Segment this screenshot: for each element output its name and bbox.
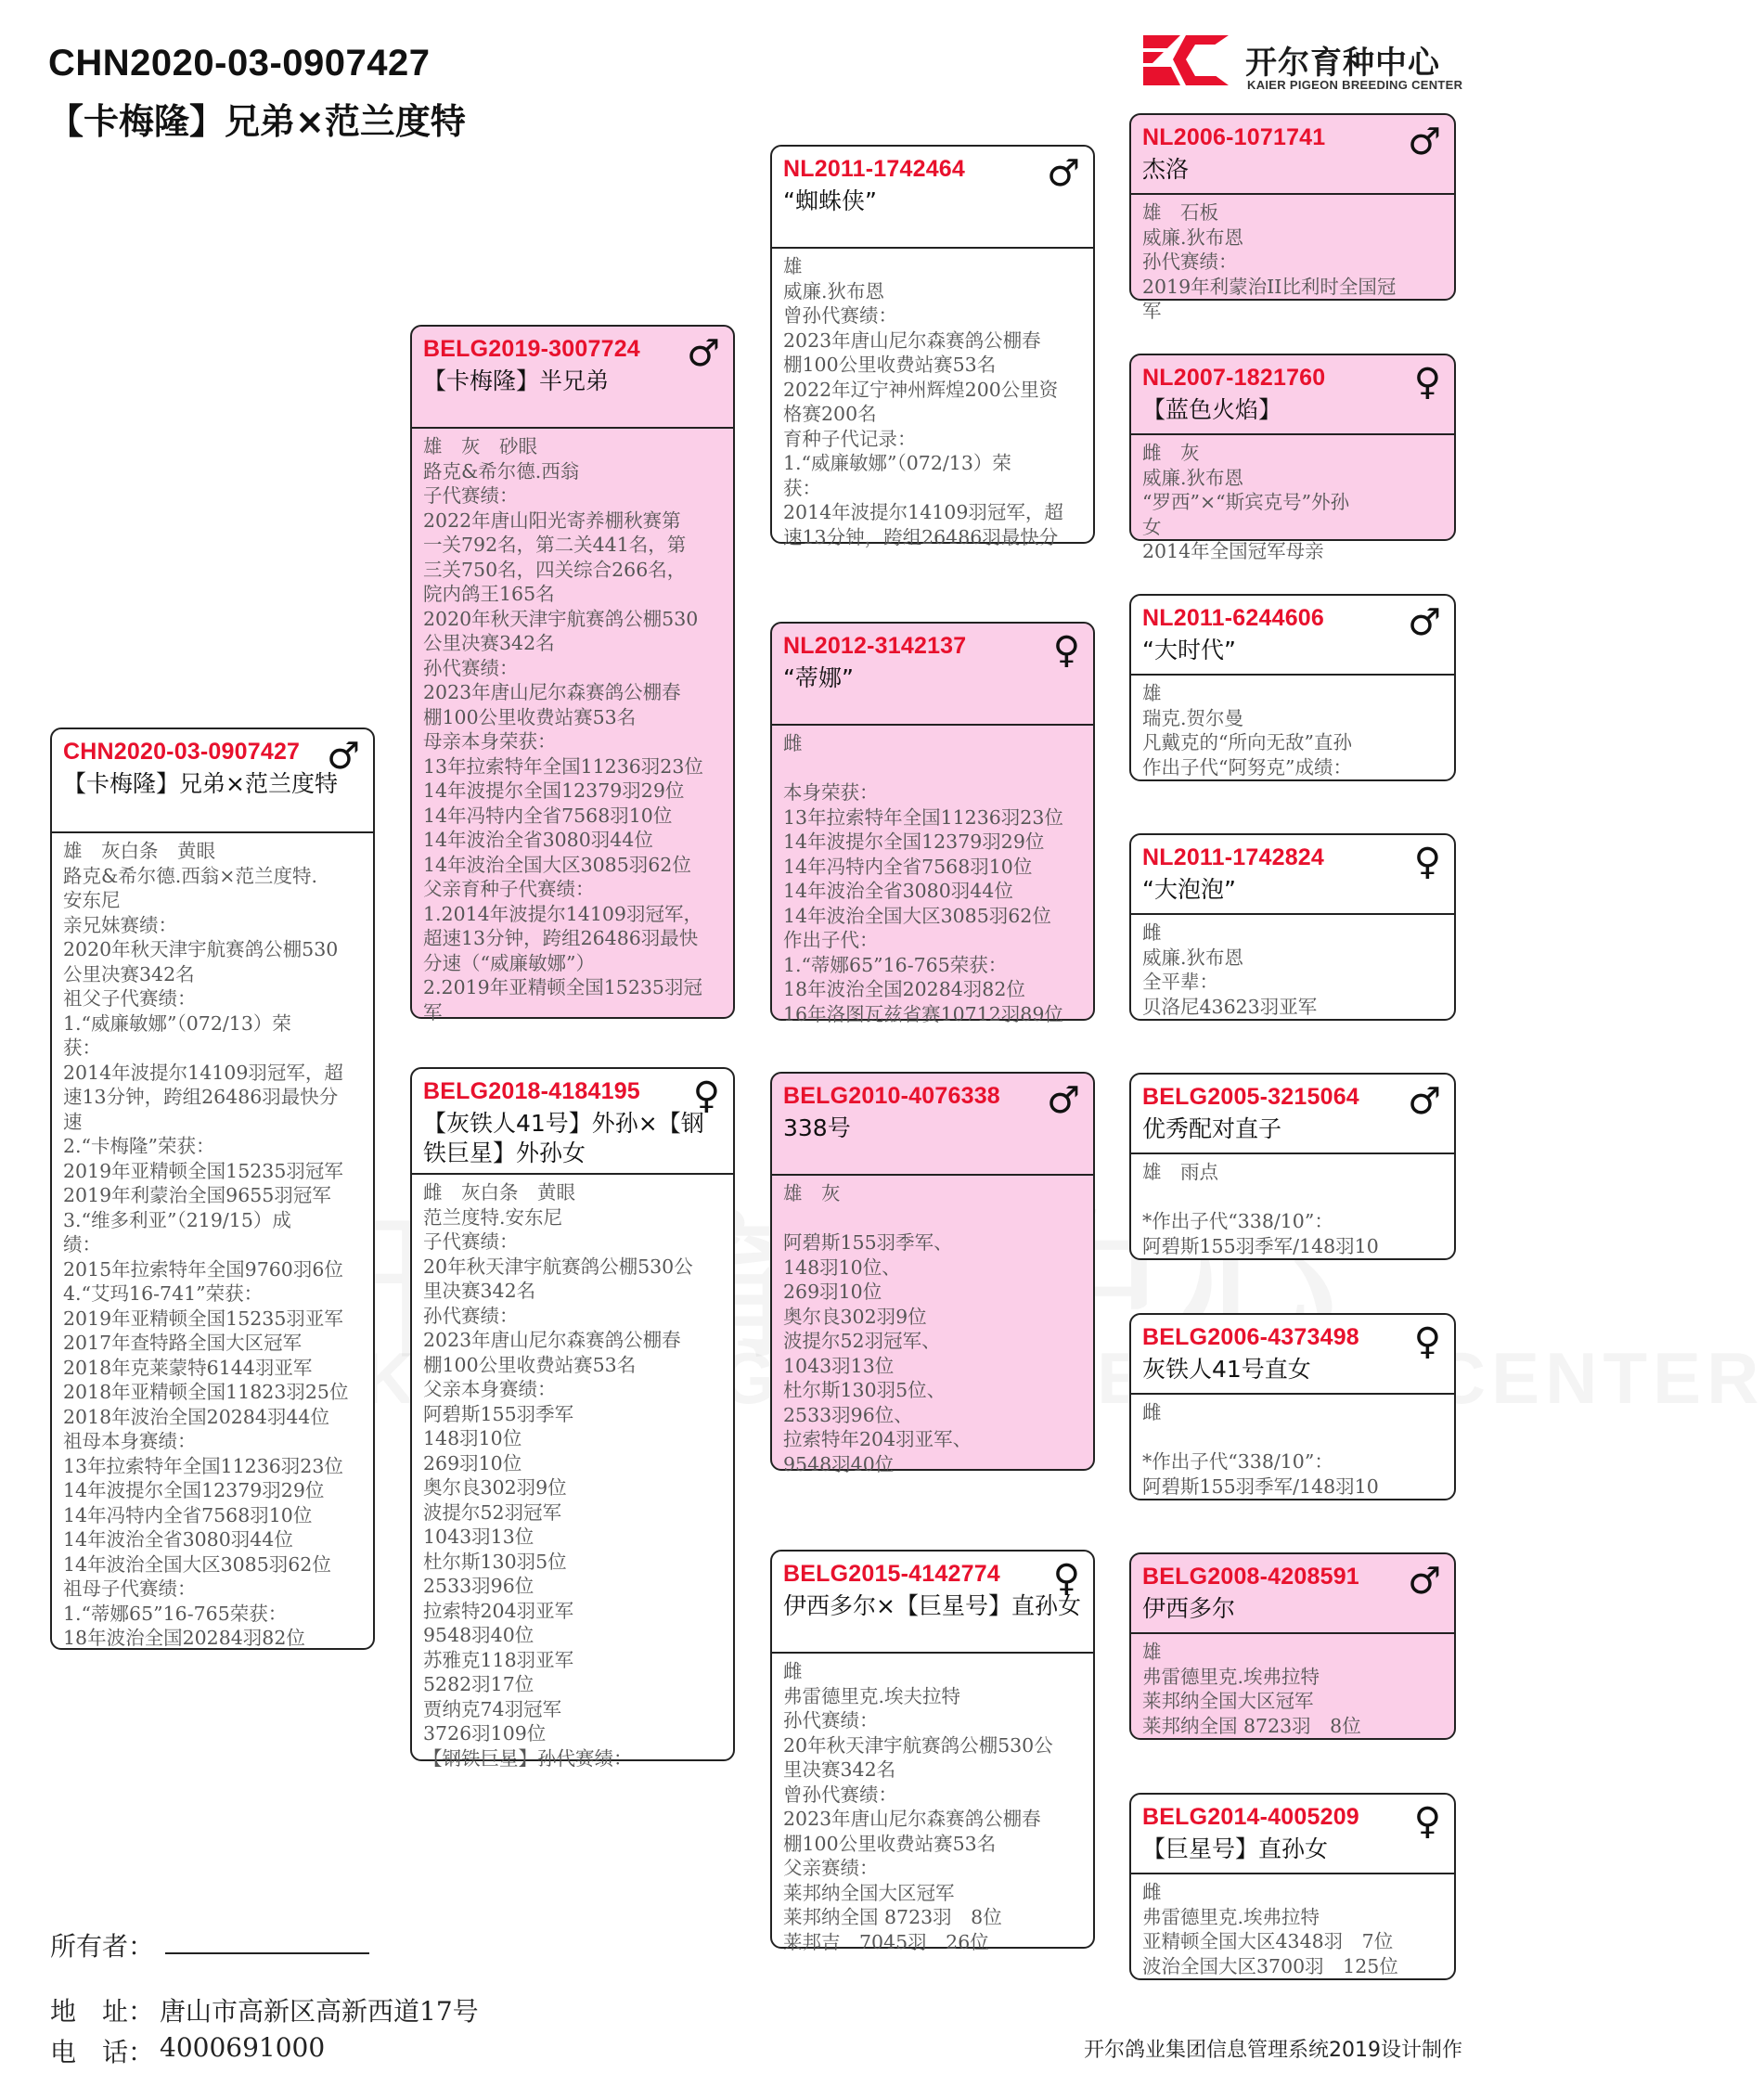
male-icon: ♂ bbox=[1408, 601, 1441, 644]
detail-line: 18年波治全国20284羽82位 bbox=[63, 1627, 305, 1649]
ring-number: NL2012-3142137 bbox=[783, 633, 967, 659]
card-details bbox=[1131, 1395, 1454, 1499]
ring-number: BELG2015-4142774 bbox=[783, 1561, 1000, 1587]
detail-line: 苏雅克118羽亚军 bbox=[423, 1648, 574, 1671]
card-dam-sire-sire[interactable] bbox=[1129, 1073, 1456, 1260]
detail-line: 作出子代： bbox=[783, 929, 879, 951]
detail-line: 路克&希尔德.西翁 bbox=[423, 459, 580, 483]
detail-line: 军 bbox=[423, 1000, 443, 1024]
detail-line: 父亲育种子代赛绩： bbox=[423, 878, 595, 900]
detail-line: 莱邦纳全国大区冠军 bbox=[1142, 1690, 1314, 1712]
detail-line: 2015年拉索特年全国9760羽6位 bbox=[63, 1257, 343, 1281]
detail-line: 雄 bbox=[783, 255, 803, 277]
detail-line: 2023年唐山尼尔森赛鸽公棚春 bbox=[423, 1329, 681, 1351]
detail-line: 曾孙代赛绩： bbox=[783, 1783, 897, 1806]
detail-line: 子代赛绩： bbox=[423, 484, 519, 507]
detail-line: 14年波治全国大区3085羽62位 bbox=[423, 853, 691, 876]
owner-label: 所有者： bbox=[50, 1931, 155, 1962]
detail-line: 祖母本身赛绩： bbox=[63, 1430, 197, 1452]
phone-label: 电 话： bbox=[50, 2037, 155, 2067]
detail-line: 2.“卡梅隆”荣获： bbox=[63, 1135, 215, 1157]
detail-line: 威廉.狄布恩 bbox=[1142, 225, 1244, 249]
detail-line: 作出子代“阿努克”成绩： bbox=[1142, 755, 1352, 779]
detail-line: 威廉.狄布恩 bbox=[1142, 946, 1244, 969]
detail-line: 1.“威廉敏娜”（072/13）荣 bbox=[783, 452, 1011, 474]
detail-line: 雄 灰 bbox=[783, 1182, 841, 1204]
detail-line: 雌 灰 bbox=[1142, 442, 1200, 464]
male-icon: ♂ bbox=[1408, 1080, 1441, 1123]
detail-line: 一关792名，第二关441名，第 bbox=[423, 534, 687, 556]
ring-number: BELG2006-4373498 bbox=[1142, 1324, 1359, 1350]
detail-line: 2533羽96位、 bbox=[783, 1403, 913, 1426]
detail-line: 棚100公里收费站赛53名 bbox=[423, 705, 637, 728]
ring-number: NL2006-1071741 bbox=[1142, 124, 1326, 150]
detail-line: 2020年秋天津宇航赛鸽公棚530 bbox=[423, 607, 699, 630]
card-dam-dam-sire[interactable] bbox=[1129, 1552, 1456, 1740]
detail-line: 269羽10位 bbox=[423, 1451, 522, 1474]
card-dam-dam-dam[interactable] bbox=[1129, 1793, 1456, 1980]
detail-line: 14年波提尔全国12379羽29位 bbox=[63, 1479, 325, 1501]
detail-line: 14年波提尔全国12379羽29位 bbox=[783, 831, 1045, 853]
address-label: 地 址： bbox=[50, 1996, 155, 2027]
detail-line: 弗雷德里克.埃弗拉特 bbox=[1142, 1665, 1320, 1688]
detail-line: 20年秋天津宇航赛鸽公棚530公 bbox=[783, 1733, 1053, 1757]
detail-line: 18年波治全国20284羽82位 bbox=[783, 978, 1025, 1000]
detail-line: 148羽10位 bbox=[423, 1427, 522, 1449]
card-sire-sire-sire[interactable] bbox=[1129, 113, 1456, 322]
detail-line: 雌 bbox=[1142, 1881, 1162, 1903]
ring-number: CHN2020-03-0907427 bbox=[63, 739, 301, 765]
detail-line: 9548羽40位 bbox=[783, 1452, 895, 1475]
detail-line: 贾纳克74羽冠军 bbox=[423, 1697, 562, 1720]
pigeon-name: 【卡梅隆】半兄弟 bbox=[423, 367, 610, 394]
detail-line: 2023年唐山尼尔森赛鸽公棚春 bbox=[783, 328, 1041, 352]
detail-line: 母亲本身荣获： bbox=[423, 730, 557, 753]
card-details bbox=[1131, 915, 1454, 1019]
pigeon-name: 伊西多尔 bbox=[1142, 1595, 1236, 1622]
detail-line: 雄 bbox=[1142, 1641, 1162, 1663]
detail-line: 波提尔52羽冠军、 bbox=[783, 1330, 941, 1352]
address-value: 唐山市高新区高新西道17号 bbox=[160, 1996, 479, 2027]
card-details bbox=[1131, 1874, 1454, 1978]
card-details bbox=[1131, 435, 1454, 564]
pigeon-name: “蒂娜” bbox=[783, 664, 854, 691]
detail-line: 棚100公里收费站赛53名 bbox=[783, 354, 997, 376]
detail-line bbox=[1142, 1425, 1445, 1450]
detail-line: 阿碧斯155羽季军 bbox=[423, 1402, 574, 1425]
detail-line: 14年冯特内全省7568羽10位 bbox=[423, 804, 673, 827]
kaier-logo bbox=[1140, 32, 1466, 97]
detail-line: 拉索特204羽亚军 bbox=[423, 1599, 574, 1622]
female-icon: ♀ bbox=[1413, 1320, 1441, 1363]
phone-value: 4000691000 bbox=[160, 2032, 326, 2063]
card-details bbox=[1131, 195, 1454, 324]
male-icon: ♂ bbox=[327, 735, 360, 778]
male-icon: ♂ bbox=[1408, 121, 1441, 163]
card-details bbox=[1131, 1154, 1454, 1258]
pigeon-name: “大时代” bbox=[1142, 637, 1236, 663]
detail-line: 阿碧斯155羽季军/148羽10 bbox=[1142, 1474, 1379, 1498]
detail-line: 里决赛342名 bbox=[783, 1758, 896, 1781]
ring-number: BELG2008-4208591 bbox=[1142, 1564, 1359, 1590]
detail-line: 孙代赛绩： bbox=[783, 1709, 879, 1732]
detail-line: 13年拉索特年全国11236羽23位 bbox=[783, 805, 1063, 829]
male-icon: ♂ bbox=[1408, 1560, 1441, 1603]
detail-line: 14年波治全国大区3085羽62位 bbox=[63, 1552, 331, 1576]
detail-line: 军 bbox=[1142, 300, 1162, 322]
male-icon: ♂ bbox=[1047, 152, 1080, 195]
detail-line: 雌 bbox=[783, 732, 803, 754]
detail-line bbox=[783, 756, 1084, 781]
detail-line: 【钢铁巨星】孙代赛绩： bbox=[423, 1746, 633, 1770]
detail-line: 孙代赛绩： bbox=[423, 656, 519, 679]
detail-line: 2014年波提尔14109羽冠军，超 bbox=[783, 501, 1063, 523]
detail-line: 弗雷德里克.埃弗拉特 bbox=[1142, 1905, 1320, 1928]
pigeon-name: 优秀配对直子 bbox=[1142, 1115, 1282, 1142]
detail-line: 波治全国大区3700羽 125位 bbox=[1142, 1954, 1398, 1977]
detail-line: 2018年克莱蒙特6144羽亚军 bbox=[63, 1356, 313, 1379]
detail-line: 速13分钟，跨组26486羽最快分 bbox=[63, 1086, 339, 1108]
card-dam-sire-dam[interactable] bbox=[1129, 1313, 1456, 1500]
pigeon-name: 杰洛 bbox=[1142, 156, 1190, 183]
detail-line: 速13分钟，跨组26486羽最快分 bbox=[783, 525, 1059, 548]
detail-line: 雌 bbox=[783, 1660, 803, 1682]
detail-line: 绩： bbox=[63, 1233, 101, 1256]
detail-line: 凡戴克的“所向无敌”直孙 bbox=[1142, 731, 1352, 753]
detail-line: 弗雷德里克.埃夫拉特 bbox=[783, 1684, 961, 1707]
detail-line: 孙代赛绩： bbox=[423, 1304, 519, 1327]
detail-line: 2019年利蒙治II比利时全国冠 bbox=[1142, 275, 1397, 298]
pigeon-name: 【卡梅隆】兄弟×范兰度特 bbox=[63, 770, 338, 797]
detail-line: 2023年唐山尼尔森赛鸽公棚春 bbox=[783, 1808, 1041, 1830]
detail-line: 父亲本身赛绩： bbox=[423, 1378, 557, 1400]
card-subject[interactable] bbox=[50, 728, 375, 1650]
detail-line: 2019年亚精顿全国15235羽亚军 bbox=[63, 1307, 343, 1330]
detail-line: 1.“蒂娜65”16-765荣获： bbox=[783, 953, 1008, 976]
detail-line: 13年拉索特年全国11236羽23位 bbox=[63, 1454, 343, 1477]
detail-line: 2019年利蒙治全国9655羽冠军 bbox=[63, 1184, 331, 1206]
card-details bbox=[412, 1175, 733, 1771]
ring-number: BELG2005-3215064 bbox=[1142, 1084, 1359, 1110]
detail-line: 14年波治全国大区3085羽62位 bbox=[783, 904, 1051, 927]
male-icon: ♂ bbox=[687, 332, 720, 375]
detail-line: 孙代赛绩： bbox=[1142, 251, 1238, 273]
detail-line bbox=[1142, 1185, 1445, 1210]
detail-line: 2014年全国冠军母亲 bbox=[1142, 540, 1324, 562]
detail-line: 14年波治全省3080羽44位 bbox=[423, 829, 653, 851]
pigeon-name: 【蓝色火焰】 bbox=[1142, 396, 1282, 423]
detail-line: 杜尔斯130羽5位 bbox=[423, 1550, 567, 1573]
detail-line: 获： bbox=[783, 476, 821, 499]
pigeon-name: 灰铁人41号直女 bbox=[1142, 1356, 1311, 1383]
detail-line: 奥尔良302羽9位 bbox=[423, 1476, 567, 1499]
card-sire-sire-dam[interactable] bbox=[1129, 354, 1456, 562]
ring-number: BELG2010-4076338 bbox=[783, 1083, 1000, 1109]
detail-line: 获： bbox=[63, 1037, 101, 1059]
pigeon-name: 伊西多尔×【巨星号】直孙女 bbox=[783, 1592, 1081, 1619]
detail-line: 安东尼 bbox=[63, 889, 121, 911]
male-icon: ♂ bbox=[1047, 1079, 1080, 1122]
detail-line: 2017年查特路全国大区冠军 bbox=[63, 1332, 303, 1354]
detail-line: 杜尔斯130羽5位、 bbox=[783, 1379, 946, 1401]
pigeon-name: “大泡泡” bbox=[1142, 876, 1236, 903]
pigeon-name: “蜘蛛侠” bbox=[783, 187, 877, 214]
detail-line: 莱邦纳全国大区冠军 bbox=[783, 1881, 955, 1904]
logo-name-en: KAIER PIGEON BREEDING CENTER bbox=[1247, 78, 1463, 92]
detail-line: 格赛200名 bbox=[783, 403, 877, 425]
ring-number: BELG2014-4005209 bbox=[1142, 1804, 1359, 1830]
detail-line: 14年波治全省3080羽44位 bbox=[783, 880, 1013, 902]
detail-line: 棚100公里收费站赛53名 bbox=[423, 1353, 637, 1376]
detail-line: 贝洛尼43623羽亚军 bbox=[1142, 995, 1318, 1018]
logo-name-cn: 开尔育种中心 bbox=[1245, 45, 1440, 82]
detail-line bbox=[783, 1206, 1084, 1231]
detail-line: 雌 bbox=[1142, 1401, 1162, 1423]
detail-line: 14年冯特内全省7568羽10位 bbox=[63, 1503, 313, 1526]
detail-line: 莱邦纳全国 8723羽 8位 bbox=[783, 1906, 1002, 1928]
detail-line: 院内鸽王165名 bbox=[423, 583, 555, 605]
detail-line: 14年波提尔全国12379羽29位 bbox=[423, 779, 685, 802]
detail-line: 祖父子代赛绩： bbox=[63, 987, 197, 1010]
pigeon-name: 【灰铁人41号】外孙×【钢铁巨星】外孙女 bbox=[423, 1110, 704, 1166]
detail-line: 1.“威廉敏娜”（072/13）荣 bbox=[63, 1011, 291, 1035]
detail-line: 1.2014年波提尔14109羽冠军， bbox=[423, 902, 702, 925]
detail-line: 148羽10位、 bbox=[783, 1256, 901, 1279]
detail-line: 父亲赛绩： bbox=[783, 1857, 879, 1879]
card-details bbox=[772, 1176, 1093, 1476]
detail-line: 2020年秋天津宇航赛鸽公棚530 bbox=[63, 938, 339, 960]
pigeon-name: 【巨星号】直孙女 bbox=[1142, 1835, 1329, 1862]
card-dam-sire[interactable] bbox=[770, 1072, 1095, 1475]
detail-line: *作出子代“338/10”： bbox=[1142, 1210, 1333, 1232]
card-details bbox=[772, 726, 1093, 1026]
detail-line: 2023年唐山尼尔森赛鸽公棚春 bbox=[423, 681, 681, 703]
detail-line: 2.2019年亚精顿全国15235羽冠 bbox=[423, 976, 702, 998]
detail-line: 16年洛图瓦兹省赛10712羽89位 bbox=[783, 1002, 1063, 1025]
detail-line: 公里决赛342名 bbox=[423, 632, 555, 654]
detail-line: 莱邦纳全国 8723羽 8位 bbox=[1142, 1714, 1361, 1737]
detail-line: 3.“维多利亚”（219/15）成 bbox=[63, 1208, 291, 1231]
female-icon: ♀ bbox=[1052, 1557, 1080, 1600]
detail-line: 雌 bbox=[1142, 921, 1162, 944]
card-details bbox=[772, 249, 1093, 549]
detail-line: 亲兄妹赛绩： bbox=[63, 913, 177, 936]
detail-line: 祖母子代赛绩： bbox=[63, 1577, 197, 1600]
detail-line: 威廉.狄布恩 bbox=[1142, 466, 1244, 489]
detail-line: 路克&希尔德.西翁×范兰度特. bbox=[63, 864, 317, 887]
detail-line: 阿碧斯155羽季军、 bbox=[783, 1231, 953, 1254]
card-dam[interactable] bbox=[410, 1067, 735, 1770]
detail-line: 269羽10位 bbox=[783, 1281, 882, 1303]
detail-line: 20年秋天津宇航赛鸽公棚530公 bbox=[423, 1255, 693, 1278]
detail-line: 棚100公里收费站赛53名 bbox=[783, 1832, 997, 1855]
detail-line: 2019年亚精顿全国15235羽冠军 bbox=[63, 1159, 343, 1182]
owner-input-line[interactable] bbox=[165, 1952, 369, 1954]
ring-number: NL2011-1742464 bbox=[783, 156, 966, 182]
card-details bbox=[772, 1654, 1093, 1954]
detail-line: 阿碧斯155羽季军/148羽10 bbox=[1142, 1234, 1379, 1257]
detail-line: 雄 雨点 bbox=[1142, 1161, 1218, 1183]
card-details bbox=[52, 833, 373, 1651]
detail-line: 13年拉索特年全国11236羽23位 bbox=[423, 754, 703, 778]
detail-line: *作出子代“338/10”： bbox=[1142, 1450, 1333, 1473]
detail-line: 瑞克.贺尔曼 bbox=[1142, 706, 1244, 729]
detail-line: 1.“蒂娜65”16-765荣获： bbox=[63, 1602, 288, 1625]
detail-line: 超速13分钟，跨组26486羽最快 bbox=[423, 927, 699, 949]
ring-number: NL2011-6244606 bbox=[1142, 605, 1325, 631]
detail-line: 本身荣获： bbox=[783, 781, 879, 804]
detail-line: 威廉.狄布恩 bbox=[783, 279, 885, 303]
ring-number: BELG2018-4184195 bbox=[423, 1078, 640, 1104]
detail-line: 亚精顿全国大区4348羽 7位 bbox=[1142, 1930, 1394, 1952]
detail-line: 14年冯特内全省7568羽10位 bbox=[783, 855, 1033, 878]
card-sire[interactable] bbox=[410, 325, 735, 1024]
detail-line: 14年波治全省3080羽44位 bbox=[63, 1528, 293, 1551]
detail-line: 1043羽13位 bbox=[783, 1354, 895, 1377]
card-details bbox=[1131, 676, 1454, 779]
detail-line: 5282羽17位 bbox=[423, 1673, 534, 1695]
detail-line: 2014年波提尔14109羽冠军，超 bbox=[63, 1061, 343, 1084]
detail-line: 雄 bbox=[1142, 682, 1162, 704]
detail-line: 里决赛342名 bbox=[423, 1280, 536, 1302]
card-details bbox=[1131, 1634, 1454, 1738]
card-sire-dam[interactable] bbox=[770, 622, 1095, 1025]
detail-line: 女 bbox=[1142, 515, 1162, 538]
detail-line: 三关750名，四关综合266名， bbox=[423, 558, 687, 581]
detail-line: 雄 灰白条 黄眼 bbox=[63, 840, 215, 862]
detail-line: 3726羽109位 bbox=[423, 1722, 547, 1745]
detail-line: 雌 灰白条 黄眼 bbox=[423, 1181, 575, 1204]
card-sire-dam-dam[interactable] bbox=[1129, 833, 1456, 1021]
ring-number: NL2011-1742824 bbox=[1142, 844, 1325, 870]
card-sire-dam-sire[interactable] bbox=[1129, 594, 1456, 781]
detail-line: 2022年唐山阳光寄养棚秋赛第 bbox=[423, 509, 681, 532]
card-sire-sire[interactable] bbox=[770, 145, 1095, 548]
female-icon: ♀ bbox=[1413, 361, 1441, 404]
detail-line: “罗西”×“斯宾克号”外孙 bbox=[1142, 491, 1350, 513]
female-icon: ♀ bbox=[692, 1075, 720, 1117]
detail-line: 速 bbox=[63, 1110, 83, 1133]
detail-line: 1043羽13位 bbox=[423, 1526, 534, 1548]
detail-line: 分速（“威廉敏娜”） bbox=[423, 951, 595, 974]
detail-line: 2533羽96位 bbox=[423, 1575, 534, 1597]
detail-line: 公里决赛342名 bbox=[63, 962, 195, 985]
pedigree-title: 【卡梅隆】兄弟×范兰度特 bbox=[48, 101, 466, 142]
detail-line: 育种子代记录： bbox=[783, 427, 917, 450]
ring-number: BELG2019-3007724 bbox=[423, 336, 640, 362]
female-icon: ♀ bbox=[1413, 841, 1441, 883]
detail-line: 雄 石板 bbox=[1142, 201, 1218, 224]
detail-line: 2018年波治全国20284羽44位 bbox=[63, 1405, 329, 1428]
detail-line: 2022年辽宁神州辉煌200公里资 bbox=[783, 378, 1059, 401]
detail-line: 子代赛绩： bbox=[423, 1230, 519, 1253]
female-icon: ♀ bbox=[1052, 629, 1080, 672]
detail-line: 曾孙代赛绩： bbox=[783, 304, 897, 327]
detail-line: 莱邦吉 7045羽 26位 bbox=[783, 1930, 989, 1953]
ring-number: NL2007-1821760 bbox=[1142, 365, 1326, 391]
kaier-logo-icon bbox=[1140, 32, 1232, 89]
female-icon: ♀ bbox=[1413, 1800, 1441, 1843]
pigeon-name: 338号 bbox=[783, 1114, 851, 1141]
detail-line: 9548羽40位 bbox=[423, 1624, 534, 1646]
card-dam-dam[interactable] bbox=[770, 1550, 1095, 1953]
footer-credit: 开尔鸽业集团信息管理系统2019设计制作 bbox=[1084, 2039, 1462, 2062]
detail-line: 范兰度特.安东尼 bbox=[423, 1205, 563, 1229]
card-details bbox=[412, 429, 733, 1024]
detail-line: 4.“艾玛16-741”荣获： bbox=[63, 1282, 264, 1305]
detail-line: 波提尔52羽冠军 bbox=[423, 1500, 562, 1524]
detail-line: 奥尔良302羽9位 bbox=[783, 1305, 927, 1328]
pedigree-ring-number: CHN2020-03-0907427 bbox=[48, 43, 431, 84]
detail-line: 雄 灰 砂眼 bbox=[423, 435, 537, 457]
detail-line: 全平辈： bbox=[1142, 971, 1218, 993]
detail-line: 拉索特年204羽亚军、 bbox=[783, 1428, 972, 1450]
detail-line: 2018年亚精顿全国11823羽25位 bbox=[63, 1381, 349, 1403]
